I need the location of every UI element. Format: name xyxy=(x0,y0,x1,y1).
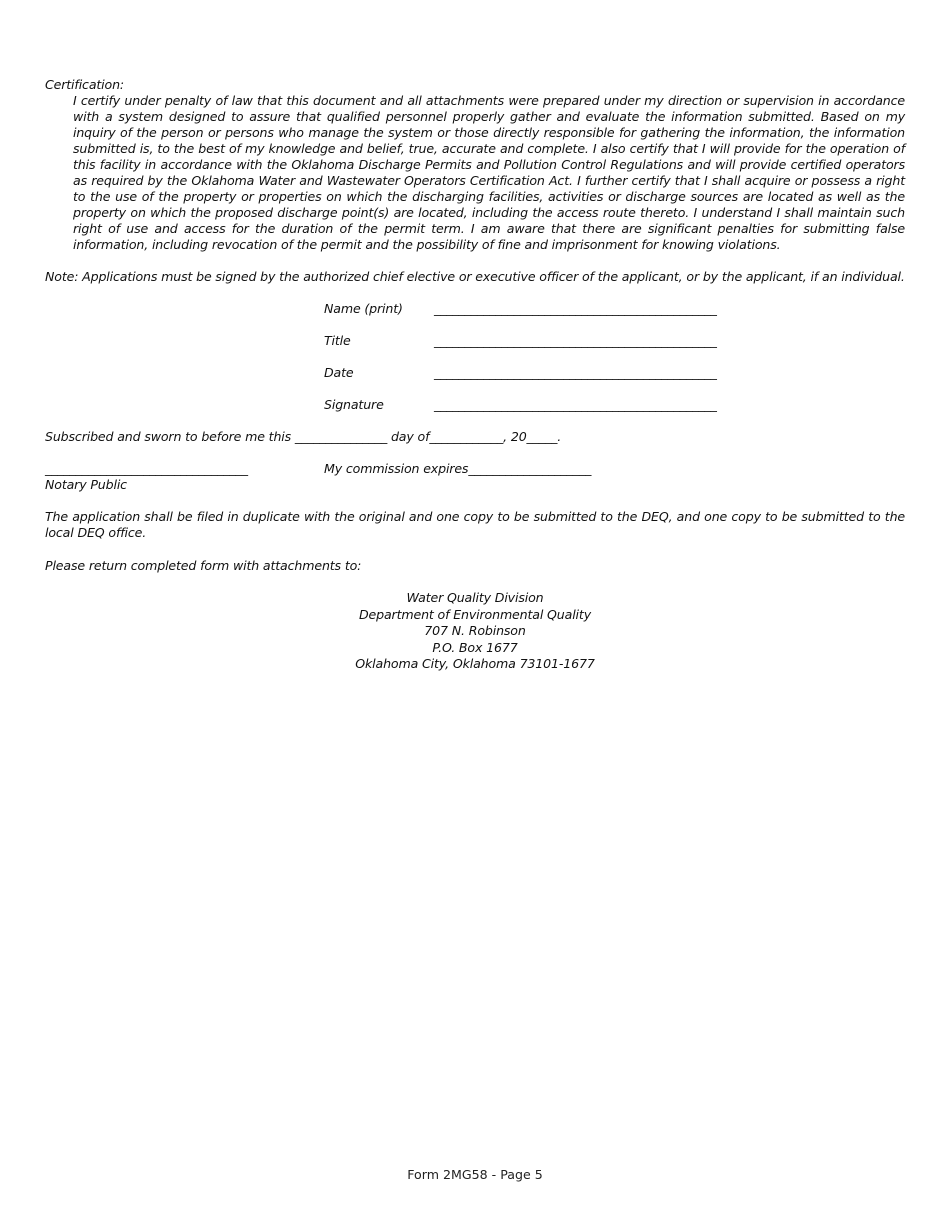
date-label: Date xyxy=(324,365,354,380)
title-label: Title xyxy=(324,333,351,348)
name-print-field[interactable]: ______________________________________________ xyxy=(434,301,717,316)
address-line-street: 707 N. Robinson xyxy=(424,623,526,639)
commission-expires-field[interactable]: My commission expires____________________ xyxy=(324,461,592,476)
certification-statement: I certify under penalty of law that this document and all attachments were prepared under my direction or supervision in accordance with a system designed to assure that qualified personnel properly gather and evaluate the information submitted. Based on my inquiry of the person or persons who manage the system or those directly responsible for gathering the information, the information submitted is, to the best of my knowledge and belief, true, accurate and complete. I also certify that I will provide for the operation of this facility in accordance with the Oklahoma Discharge Permits and Pollution Control Regulations and will provide certified operators as required by the Oklahoma Water and Wastewater Operators Certification Act. I further certify that I shall acquire or possess a right to the use of the property or properties on which the discharging facilities, activities or discharge sources are located as well as the property on which the proposed discharge point(s) are located, including the access route thereto. I understand I shall maintain such right of use and access for the duration of the permit term. I am aware that there are significant penalties for submitting false information, including revocation of the permit and the possibility of fine and imprisonment for knowing violations. xyxy=(73,93,905,252)
address-line-city: Oklahoma City, Oklahoma 73101-1677 xyxy=(355,656,595,672)
sworn-statement[interactable]: Subscribed and sworn to before me this _______________ day of____________, 20_____. xyxy=(45,429,562,444)
notary-signature-field[interactable]: _________________________________ xyxy=(45,461,248,476)
certification-heading: Certification: xyxy=(45,77,124,92)
mailing-address xyxy=(0,590,950,673)
address-line-po-box: P.O. Box 1677 xyxy=(432,639,518,655)
date-field[interactable]: ______________________________________________ xyxy=(434,365,717,380)
title-field[interactable]: ______________________________________________ xyxy=(434,333,717,348)
return-instructions: Please return completed form with attachments to: xyxy=(45,558,362,573)
signing-note: Note: Applications must be signed by the authorized chief elective or executive officer of the applicant, or by the applicant, if an individual. xyxy=(45,269,905,284)
notary-public-label: Notary Public xyxy=(45,477,127,492)
address-line-division: Water Quality Division xyxy=(406,590,544,605)
address-line-department: Department of Environmental Quality xyxy=(358,606,591,622)
signature-field[interactable]: ______________________________________________ xyxy=(434,397,717,412)
filing-instructions: The application shall be filed in duplicate with the original and one copy to be submitted to the DEQ, and one copy to be submitted to the local DEQ office. xyxy=(45,509,905,540)
signature-label: Signature xyxy=(324,397,384,412)
name-print-label: Name (print) xyxy=(324,301,403,316)
page-footer: Form 2MG58 - Page 5 xyxy=(407,1167,543,1182)
